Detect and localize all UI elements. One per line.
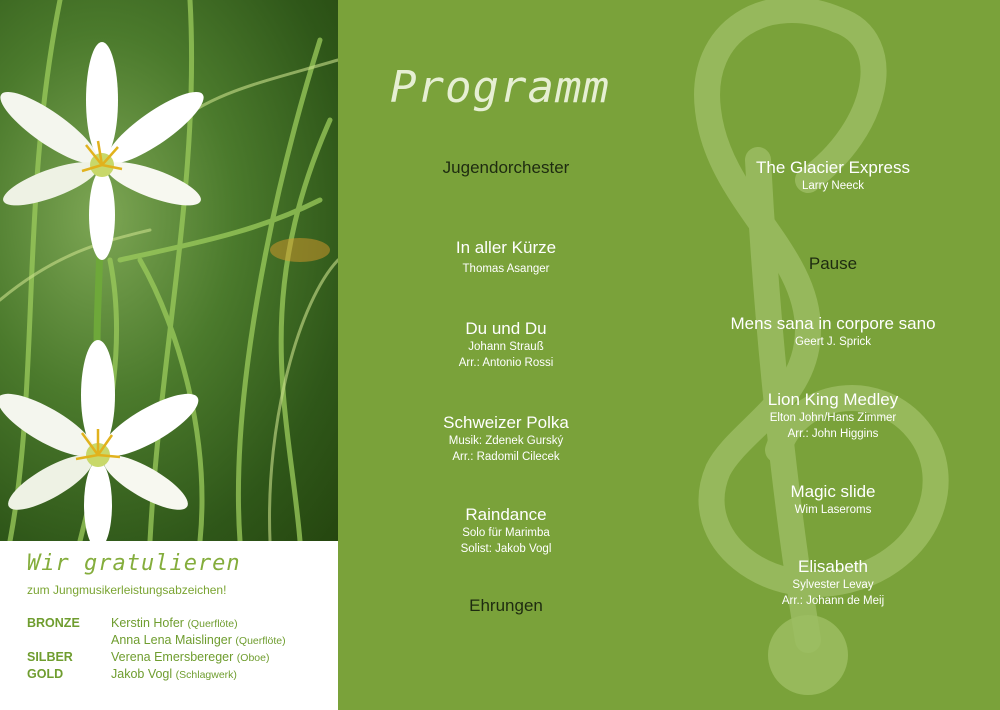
piece-composer: Thomas Asanger — [462, 263, 550, 275]
program-item-du-und-du — [356, 319, 656, 371]
program-item-jugendorchester — [356, 158, 656, 178]
program-title: Programm — [390, 62, 610, 113]
piece-title: Du und Du — [465, 319, 547, 338]
piece-title: Elisabeth — [798, 557, 868, 576]
award-instrument: (Querflöte) — [187, 618, 238, 630]
piece-title: Pause — [808, 254, 858, 273]
piece-arranger: Arr.: Johann de Meij — [781, 595, 885, 607]
piece-composer: Larry Neeck — [802, 180, 864, 192]
award-name: Anna Lena Maislinger — [111, 633, 232, 647]
program-item-in-aller-kuerze — [356, 238, 656, 277]
piece-composer: Geert J. Sprick — [794, 336, 872, 348]
program-item-pause — [683, 254, 983, 274]
award-row — [27, 616, 238, 630]
piece-composer: Sylvester Levay — [792, 579, 874, 591]
program-item-elisabeth — [683, 557, 983, 609]
program-item-schweizer-polka — [356, 413, 656, 465]
piece-title: Jugendorchester — [442, 158, 570, 177]
program-item-lion-king-medley — [683, 390, 983, 442]
program-item-magic-slide — [683, 482, 983, 518]
piece-title: Ehrungen — [469, 596, 543, 615]
award-level: SILBER — [27, 650, 73, 664]
piece-arranger: Arr.: John Higgins — [787, 428, 879, 440]
white-lily-illustration — [0, 0, 338, 541]
program-item-raindance — [356, 505, 656, 557]
congrats-title: Wir gratulieren — [27, 551, 241, 576]
piece-title: The Glacier Express — [756, 158, 910, 177]
award-level: GOLD — [27, 667, 64, 681]
piece-detail: Solo für Marimba — [462, 527, 550, 539]
piece-title: Schweizer Polka — [443, 413, 569, 432]
flower-photo — [0, 0, 338, 541]
award-name: Jakob Vogl — [111, 667, 173, 681]
piece-title: Magic slide — [790, 482, 876, 501]
award-name: Verena Emersbereger — [111, 650, 234, 664]
piece-composer: Johann Strauß — [468, 341, 544, 353]
piece-title: Lion King Medley — [767, 390, 899, 409]
award-instrument: (Oboe) — [236, 652, 270, 664]
piece-title: Mens sana in corpore sano — [730, 314, 936, 333]
piece-arranger: Arr.: Radomil Cilecek — [452, 451, 560, 463]
program-panel — [338, 0, 1000, 710]
award-row — [27, 633, 286, 647]
award-level: BRONZE — [27, 616, 80, 630]
congratulations-panel — [0, 541, 338, 710]
congrats-subtitle: zum Jungmusikerleistungsabzeichen! — [27, 583, 227, 597]
award-row — [27, 667, 237, 681]
piece-title: In aller Kürze — [455, 238, 557, 257]
program-item-ehrungen — [356, 596, 656, 616]
piece-title: Raindance — [465, 505, 547, 524]
piece-composer: Wim Laseroms — [794, 504, 872, 516]
piece-composer: Elton John/Hans Zimmer — [769, 412, 897, 424]
piece-arranger: Arr.: Antonio Rossi — [458, 357, 554, 369]
award-name: Kerstin Hofer — [111, 616, 184, 630]
award-instrument: (Querflöte) — [235, 635, 286, 647]
piece-composer: Musik: Zdenek Gurský — [448, 435, 564, 447]
award-row — [27, 650, 269, 664]
program-item-glacier-express — [683, 158, 983, 194]
award-instrument: (Schlagwerk) — [175, 669, 237, 681]
piece-soloist: Solist: Jakob Vogl — [460, 543, 552, 555]
program-item-mens-sana — [683, 314, 983, 350]
